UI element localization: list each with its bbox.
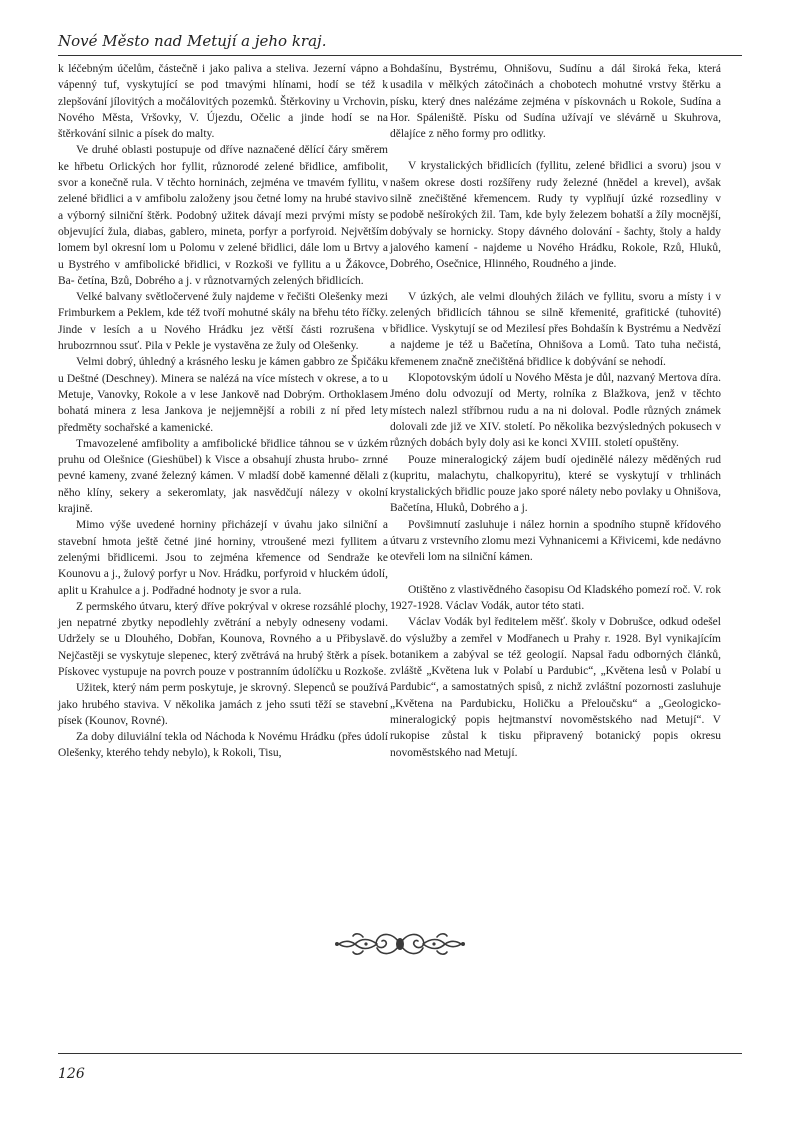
ornament-icon (333, 928, 467, 960)
paragraph: V úzkých, ale velmi dlouhých žilách ve fyllitu, svoru a místy i v zelených břidlicích táhnou se silně křemenité, grafitické (tuhovité) břidlice. Vyskytují se od Mezilesí přes Bohdašín k Bystrému a Nedvězí a najdeme je též u Bačetína, Ohnišova a Lomů. Tato tuha nečistá, křemenem značně znečištěná břidlice k dobývání se nehodí. (390, 290, 721, 368)
running-title: Nové Město nad Metují a jeho kraj. (58, 32, 327, 50)
left-column (58, 61, 388, 762)
paragraph: Za doby diluviální tekla od Náchoda k Novému Hrádku (přes údolí Olešenky, kterého tehdy nebylo), k Rokoli, Tisu, (58, 731, 388, 760)
paragraph: Pouze mineralogický zájem budí ojedinělé nálezy měděných rud (kupritu, malachytu, chalkopyritu), které se vyskytují v trhlinách krystalických břidlic pouze jako sporé nálety nebo povlaky u Ohnišova, Bačetína, Hluků, Dobrého a j. (390, 453, 721, 515)
paragraph: Povšimnutí zasluhuje i nález hornin a spodního stupně křídového útvaru z vrstevního zlomu mezi Vyhnanicemi a Křivicemi, kde nedávno otevřeli lom na silniční kámen. (390, 518, 721, 564)
paragraph: k léčebným účelům, částečně i jako paliva a steliva. Jezerní vápno a vápenný tuf, vyskytující se pod tmavými hlínami, hodí se též k zlepšování jílovitých a močálovitých pozemků. Štěrkoviny u Vrchovin, Nového Města, Vršovky, V. Újezdu, Očelic a jinde hodí se na štěrkování silnic a písek do malty. (58, 63, 388, 141)
paragraph: Ve druhé oblasti postupuje od dříve naznačené dělící čáry směrem ke hřbetu Orlických hor fyllit, různorodé zelené břidlice, amfibolit, svor a konečně rula. V těchto horninách, zejména ve tmavém fyllitu, v zelené břidlici a v amfibolu založeny jsou četné lomy na hrubé stavivo a výborný silniční štěrk. Podobný užitek dávají mezi prvými místy se objevující žula, diabas, gablero, mineta, porfyr a porfyroid. Největším lomem byl okresní lom u Polomu v zelené břidlici, dále lom u Brtvy a u Bystrého v amfibolické břidlici, v Rozkoši ve fyllitu a u Žákovce, Ba- četína, Bzů, Dobrého a j. v různotvarných zelených břidlicích. (58, 144, 388, 287)
paragraph: Klopotovským údolí u Nového Města je důl, nazvaný Mertova díra. Jméno dolu odvozují od Merty, rolníka z Blažkova, jenž v těchto místech nalezl stříbrnou rudu a na ni doloval. Podle různých známek dolovali zde již ve XIV. století. Po několika bezvýsledných pokusech v různých dobách byly doly asi ke konci XVIII. století opuštěny. (390, 372, 721, 450)
paragraph: Tmavozelené amfibolity a amfibolické břidlice táhnou se v úzkém pruhu od Olešnice (Gieshübel) k Visce a obsahují zhusta hrubo- zrnné pevné kameny, zvané železný kámen. V mladší době kamenné dělali z něho klíny, sekery a sekeromlaty, jak nasvědčují nálezy v okolní krajině. (58, 437, 388, 516)
header-rule (58, 55, 742, 56)
paragraph: Velmi dobrý, úhledný a krásného lesku je kámen gabbro ze Špičáku u Deštné (Deschney). Minera se nalézá na více místech v okrese, a to u Metuje, Vanovky, Rokole a v lese Jankově nad Dobrým. Orthoklasem bohatá minera z lesa Jankova je nejjemnější a robili z ní před lety předměty sochařské a kamenické. (58, 356, 389, 434)
paragraph: V krystalických břidlicích (fyllitu, zelené břidlici a svoru) jsou v našem okrese dosti rozšířeny rudy železné (hnědel a krevel), avšak silně znečištěné křemencem. Rudy ty vyplňují úzké rozsedliny v podobě nešírokých žil. Tam, kde byly železem bohatší a žíly mocnější, dobývaly se hornicky. Stopy dávného dolování - šachty, štoly a haldy jalového kamení - najdeme u Nového Hrádku, Rokole, Rzů, Hluků, Dobrého, Osečnice, Hlinného, Roudného a jinde. (390, 160, 721, 271)
paragraph: Mimo výše uvedené horniny přicházejí v úvahu jako silniční a stavební hmota ještě četné jiné horniny, vtroušené mezi fyllitem a zelenými břidlicemi. Jsou to zejména křemence od Sendraže ke Kounovu a j., žulový porfyr u Nov. Hrádku, porfyroid v hluckém údolí, aplit u Krahulce a j. Podřadné hodnoty je svor a rula. (58, 519, 388, 597)
paragraph: Velké balvany světločervené žuly najdeme v řečišti Olešenky mezi Frimburkem a Peklem, kde též tvoří mohutné skály na břehu této říčky. Jinde v lesích a u Nového Hrádku jez větší části rozrušena v hrubozrnnou ssuť. Pila v Pekle je vystavěna ze žuly od Olešenky. (58, 291, 388, 353)
right-column (390, 61, 721, 761)
source-note: Otištěno z vlastivědného časopisu Od Kladského pomezí roč. V. rok 1927-1928. Václav Vodák, autor této stati. (390, 583, 721, 612)
paragraph: Z permského útvaru, který dříve pokrýval v okrese rozsáhlé plochy, jen nepatrné zbytky nepodlehly zvětrání a nebyly odneseny vodami. Udržely se u Dlouhého, Dobřan, Kounova, Rovného a u Přibyslavě. Nejčastěji se vyskytuje slepenec, který zvětrává na hrubý štěrk a písek. Pískovec vystupuje na povrch pouze v postranním údolíčku u Rozkoše. (58, 600, 388, 678)
page-number: 126 (58, 1066, 85, 1082)
author-note: Václav Vodák byl ředitelem měšť. školy v Dobrušce, odkud odešel do výslužby a zemřel v Modřanech u Prahy r. 1928. Byl vynikajícím botanikem a zabýval se též geologií. Napsal řadu odborných článků, zvláště „Květena luk v Polabí u Pardubic“, „Květena lesů v Polabí u Pardubic“, a samostatných spisů, z nichž zvláštní pozornosti zasluhuje „Květena na Pardubicku, Holičku a Přeloučsku“ a „Geologicko-mineralogický popis hejtmanství novoměstského nad Metují“. V rukopise zůstal k tisku připravený botanický popis okresu novoměstského nad Metují. (390, 616, 721, 759)
footer-rule (58, 1053, 742, 1054)
paragraph: Bohdašínu, Bystrému, Ohnišovu, Sudínu a dál široká řeka, která usadila v mělkých zátočinách a chobotech mohutné vrstvy štěrku a písku, který dnes nalézáme zejména v pískovnách u Rokole, Sudína a Hor. Spáleniště. Písku od Sudína užívají ve slévárně u Skuhrova, dělajíce z něho formy pro odlitky. (390, 63, 721, 141)
paragraph: Užitek, který nám perm poskytuje, je skrovný. Slepenců se používá jako hrubého staviva. V několika jamách z jeho ssuti těží se stavební písek (Kounov, Rovné). (58, 682, 388, 727)
